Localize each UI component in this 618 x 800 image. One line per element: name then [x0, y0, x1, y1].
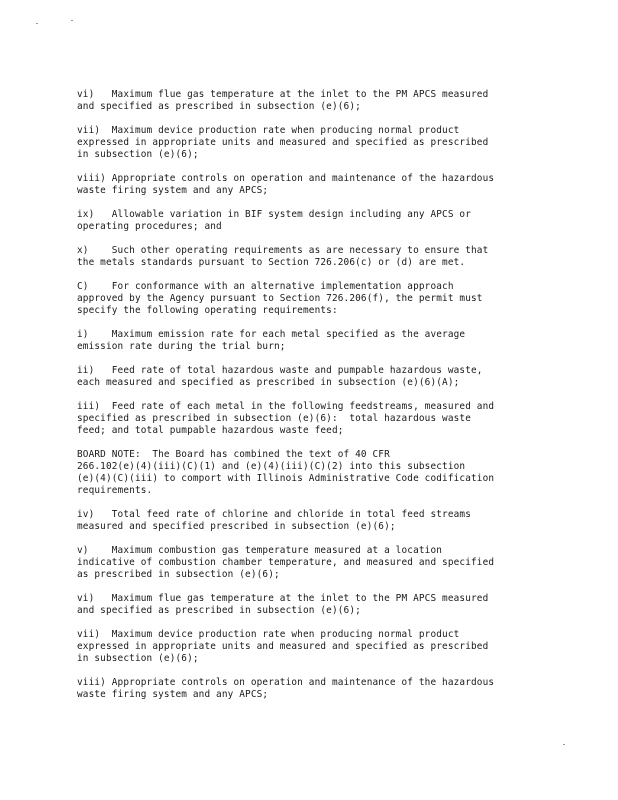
paragraph-c-alternative-approach: C) For conformance with an alternative implementation approach approved by the Agency pursuant to Section 726.206(f), the permit must specify the following operating requirements: — [77, 281, 483, 316]
paragraph-vi-flue-gas-temp-repeat: vi) Maximum flue gas temperature at the inlet to the PM APCS measured and specified as prescribed in subsection (e)(6); — [77, 593, 489, 616]
paragraph-vii-production-rate: vii) Maximum device production rate when producing normal product expressed in appropriate units and measured and specified as prescribed in subsection (e)(6); — [77, 125, 489, 160]
paragraph-i-emission-rate: i) Maximum emission rate for each metal specified as the average emission rate during the trial burn; — [77, 329, 466, 352]
paragraph-vii-production-rate-repeat: vii) Maximum device production rate when producing normal product expressed in appropriate units and measured and specified as prescribed in subsection (e)(6); — [77, 629, 489, 664]
paragraph-iv-chlorine-feed-rate: iv) Total feed rate of chlorine and chloride in total feed streams measured and specified prescribed in subsection (e)(6); — [77, 509, 472, 532]
scan-speck — [563, 744, 565, 745]
paragraph-ix-allowable-variation: ix) Allowable variation in BIF system design including any APCS or operating procedures; and — [77, 209, 472, 232]
scan-speck — [36, 23, 38, 24]
paragraph-v-combustion-gas-temp: v) Maximum combustion gas temperature measured at a location indicative of combustion chamber temperature, and measured and specified as prescribed in subsection (e)(6); — [77, 545, 495, 580]
board-note: BOARD NOTE: The Board has combined the text of 40 CFR 266.102(e)(4)(iii)(C)(1) and (e)(4)(iii)(C)(2) into this subsection (e)(4)(C)(iii) to comport with Illinois Administrative Code codification requirements. — [77, 449, 495, 496]
document-body — [77, 89, 547, 701]
paragraph-viii-controls-repeat: viii) Appropriate controls on operation and maintenance of the hazardous waste firing system and any APCS; — [77, 677, 495, 700]
scan-speck — [71, 20, 73, 21]
paragraph-iii-metal-feed-rate: iii) Feed rate of each metal in the following feedstreams, measured and specified as prescribed in subsection (e)(6): total hazardous waste feed; and total pumpable hazardous waste feed; — [77, 401, 495, 436]
paragraph-ii-feed-rate: ii) Feed rate of total hazardous waste and pumpable hazardous waste, each measured and specified as prescribed in subsection (e)(6)(A); — [77, 365, 483, 388]
paragraph-vi-flue-gas-temp: vi) Maximum flue gas temperature at the inlet to the PM APCS measured and specified as prescribed in subsection (e)(6); — [77, 89, 489, 112]
paragraph-viii-controls: viii) Appropriate controls on operation and maintenance of the hazardous waste firing system and any APCS; — [77, 173, 495, 196]
paragraph-x-other-requirements: x) Such other operating requirements as are necessary to ensure that the metals standards pursuant to Section 726.206(c) or (d) are met. — [77, 245, 489, 268]
